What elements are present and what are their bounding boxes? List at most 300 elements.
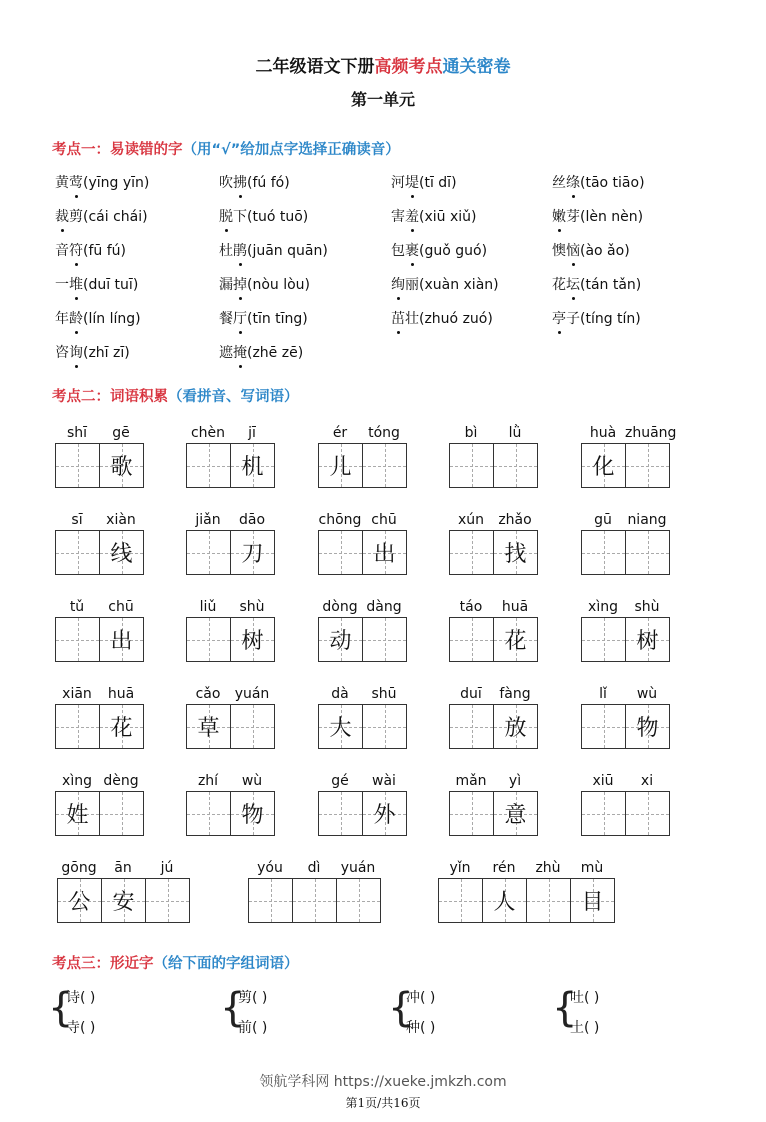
reading-item xyxy=(219,275,310,295)
pinyin-syllable: gé xyxy=(331,773,349,789)
similar-char-top: 冲( ) xyxy=(406,990,436,1006)
pinyin-syllable: xìng xyxy=(588,599,618,615)
pinyin-options: (cái chái) xyxy=(83,209,148,225)
pinyin-syllable: yóu xyxy=(257,860,283,876)
grid-char: 花 xyxy=(110,716,133,741)
pinyin-options: (tāo tiāo) xyxy=(580,175,645,191)
word-char: 壮 xyxy=(405,311,419,327)
grid-cell xyxy=(292,878,337,923)
reading-item xyxy=(55,275,138,295)
grid-cell xyxy=(449,530,494,575)
word-box xyxy=(449,686,538,749)
tian-grid xyxy=(449,704,538,749)
grid-cell xyxy=(449,791,494,836)
grid-cell xyxy=(186,443,231,488)
footer-watermark: 领航学科网 https://xueke.jmkzh.com xyxy=(259,1074,507,1090)
word-box xyxy=(449,512,538,575)
pinyin-row xyxy=(318,425,407,441)
dotted-char: 掩 xyxy=(233,345,247,361)
tian-grid xyxy=(318,704,407,749)
reading-item xyxy=(55,173,149,193)
page-subtitle: 第一单元 xyxy=(350,90,415,109)
reading-item xyxy=(391,275,499,295)
dotted-char: 莺 xyxy=(69,175,83,191)
grid-cell xyxy=(230,791,275,836)
word-box xyxy=(318,512,407,575)
grid-cell xyxy=(55,617,100,662)
pinyin-syllable: táo xyxy=(459,599,483,615)
word-box xyxy=(55,425,144,488)
pinyin-syllable: huā xyxy=(501,599,529,615)
pinyin-options: (ào ǎo) xyxy=(580,243,630,259)
reading-item xyxy=(219,309,308,329)
word-box xyxy=(186,686,275,749)
pinyin-syllable: wài xyxy=(372,773,396,789)
tian-grid xyxy=(449,443,538,488)
grid-cell xyxy=(145,878,190,923)
word-box xyxy=(55,599,144,662)
word-char: 餐 xyxy=(219,311,233,327)
dotted-char: 龄 xyxy=(69,311,83,327)
pinyin-syllable: rén xyxy=(492,860,516,876)
pinyin-syllable: jiǎn xyxy=(195,512,221,528)
grid-char: 化 xyxy=(592,455,615,480)
pinyin-row xyxy=(55,512,144,528)
dotted-char: 亭 xyxy=(552,311,566,327)
tian-grid xyxy=(581,530,670,575)
dotted-char: 鹃 xyxy=(233,243,247,259)
grid-cell xyxy=(581,617,626,662)
word-box xyxy=(581,773,670,836)
pinyin-options: (yīng yīn) xyxy=(83,175,150,191)
pinyin-row xyxy=(581,599,670,615)
pinyin-row xyxy=(318,512,407,528)
pinyin-options: (guǒ guó) xyxy=(419,243,488,259)
grid-char: 出 xyxy=(373,542,396,567)
word-box xyxy=(186,425,275,488)
tian-grid xyxy=(186,704,275,749)
pinyin-syllable: chōng xyxy=(318,512,362,528)
pinyin-syllable: huà xyxy=(589,425,617,441)
grid-char: 目 xyxy=(581,890,604,915)
tian-grid xyxy=(318,443,407,488)
pinyin-syllable: xi xyxy=(640,773,654,789)
pinyin-options: (xiū xiǔ) xyxy=(419,209,477,225)
pinyin-row xyxy=(438,860,615,876)
pinyin-options: (lín líng) xyxy=(83,311,141,327)
grid-cell xyxy=(625,443,670,488)
reading-item xyxy=(552,173,645,193)
grid-char: 人 xyxy=(493,890,516,915)
word-box xyxy=(581,512,670,575)
pinyin-options: (zhuó zuó) xyxy=(419,311,493,327)
pinyin-row xyxy=(186,599,275,615)
word-box xyxy=(581,425,677,488)
tian-grid xyxy=(186,443,275,488)
pinyin-syllable: cǎo xyxy=(195,686,221,702)
dotted-char: 茁 xyxy=(391,311,405,327)
word-char: 懊 xyxy=(552,243,566,259)
reading-item xyxy=(219,173,290,193)
dotted-char: 恼 xyxy=(566,243,580,259)
pinyin-row xyxy=(318,599,407,615)
pinyin-syllable: ān xyxy=(114,860,132,876)
pinyin-syllable: lǐ xyxy=(599,686,607,702)
pinyin-row xyxy=(55,686,144,702)
grid-cell xyxy=(99,791,144,836)
pinyin-syllable: liǔ xyxy=(199,599,217,615)
dotted-char: 羞 xyxy=(405,209,419,225)
grid-char: 儿 xyxy=(329,455,352,480)
grid-cell xyxy=(581,704,626,749)
grid-cell xyxy=(99,704,144,749)
word-box xyxy=(318,599,407,662)
pinyin-row xyxy=(186,773,275,789)
similar-char-top: 诗( ) xyxy=(66,990,96,1006)
pinyin-syllable: sī xyxy=(71,512,83,528)
grid-char: 线 xyxy=(110,542,133,567)
dotted-char: 符 xyxy=(69,243,83,259)
pinyin-options: (tīn tīng) xyxy=(247,311,308,327)
grid-char: 歌 xyxy=(110,455,133,480)
word-char: 音 xyxy=(55,243,69,259)
pinyin-syllable: dèng xyxy=(103,773,139,789)
reading-item xyxy=(55,241,126,261)
word-box xyxy=(57,860,190,923)
grid-cell xyxy=(230,443,275,488)
word-char: 遮 xyxy=(219,345,233,361)
pinyin-row xyxy=(186,686,275,702)
grid-cell xyxy=(55,791,100,836)
pinyin-syllable: xiū xyxy=(592,773,614,789)
grid-cell xyxy=(186,617,231,662)
pinyin-syllable: wù xyxy=(636,686,658,702)
similar-char-bottom: 寺( ) xyxy=(66,1020,96,1036)
grid-cell xyxy=(493,617,538,662)
pinyin-syllable: dì xyxy=(307,860,321,876)
pinyin-syllable: dāo xyxy=(238,512,266,528)
reading-item xyxy=(55,309,141,329)
pinyin-syllable: shù xyxy=(239,599,265,615)
similar-char-top: 剪( ) xyxy=(238,990,268,1006)
word-char: 丝 xyxy=(552,175,566,191)
word-box xyxy=(186,512,275,575)
tian-grid xyxy=(57,878,190,923)
tian-grid xyxy=(449,791,538,836)
pinyin-row xyxy=(186,512,275,528)
grid-char: 草 xyxy=(197,716,220,741)
dotted-char: 脱 xyxy=(219,209,233,225)
pinyin-options: (juān quān) xyxy=(247,243,328,259)
pinyin-syllable: jú xyxy=(160,860,174,876)
grid-cell xyxy=(186,704,231,749)
word-char: 下 xyxy=(233,209,247,225)
word-box xyxy=(318,773,407,836)
tian-grid xyxy=(581,443,670,488)
dotted-char: 堤 xyxy=(405,175,419,191)
word-char: 漏 xyxy=(219,277,233,293)
pinyin-options: (lèn nèn) xyxy=(580,209,644,225)
pinyin-syllable: yǐn xyxy=(449,860,471,876)
grid-cell xyxy=(336,878,381,923)
tian-grid xyxy=(55,791,144,836)
dotted-char: 拂 xyxy=(233,175,247,191)
grid-cell xyxy=(570,878,615,923)
grid-char: 意 xyxy=(504,803,527,828)
grid-cell xyxy=(362,791,407,836)
grid-cell xyxy=(318,443,363,488)
grid-cell xyxy=(318,704,363,749)
grid-cell xyxy=(581,791,626,836)
grid-cell xyxy=(362,617,407,662)
pinyin-row xyxy=(581,773,670,789)
tian-grid xyxy=(55,704,144,749)
brace-icon: { xyxy=(48,985,74,1031)
grid-cell xyxy=(230,530,275,575)
word-char: 一 xyxy=(55,277,69,293)
section1-heading: 考点一：易读错的字（用“√”给加点字选择正确读音） xyxy=(52,142,400,158)
pinyin-syllable: tǔ xyxy=(69,599,85,615)
word-box xyxy=(55,512,144,575)
grid-char: 树 xyxy=(241,629,264,654)
grid-cell xyxy=(581,443,626,488)
grid-cell xyxy=(230,704,275,749)
pinyin-row xyxy=(318,686,407,702)
reading-item xyxy=(552,207,643,227)
grid-cell xyxy=(625,530,670,575)
reading-item xyxy=(55,343,130,363)
grid-char: 机 xyxy=(241,455,264,480)
pinyin-syllable: xìng xyxy=(62,773,92,789)
pinyin-syllable: niang xyxy=(627,512,667,528)
dotted-char: 掉 xyxy=(233,277,247,293)
pinyin-syllable: gū xyxy=(594,512,612,528)
grid-cell xyxy=(99,443,144,488)
pinyin-options: (xuàn xiàn) xyxy=(419,277,499,293)
grid-cell xyxy=(230,617,275,662)
grid-cell xyxy=(362,530,407,575)
grid-char: 放 xyxy=(504,716,527,741)
pinyin-syllable: zhuāng xyxy=(625,425,677,441)
word-box xyxy=(318,425,407,488)
brace-icon: { xyxy=(220,985,246,1031)
word-char: 害 xyxy=(391,209,405,225)
reading-item xyxy=(391,207,476,227)
word-char: 子 xyxy=(566,311,580,327)
word-box xyxy=(186,599,275,662)
grid-cell xyxy=(362,443,407,488)
pinyin-syllable: gē xyxy=(112,425,130,441)
page-number: 第1页/共16页 xyxy=(345,1096,421,1110)
word-char: 杜 xyxy=(219,243,233,259)
grid-cell xyxy=(55,530,100,575)
grid-char: 找 xyxy=(504,542,527,567)
grid-char: 物 xyxy=(636,716,659,741)
pinyin-syllable: fàng xyxy=(499,686,531,702)
similar-char-bottom: 前( ) xyxy=(238,1020,268,1036)
word-box xyxy=(449,773,538,836)
reading-item xyxy=(552,275,641,295)
grid-cell xyxy=(248,878,293,923)
brace-icon: { xyxy=(388,985,414,1031)
grid-cell xyxy=(186,791,231,836)
pinyin-syllable: yuán xyxy=(234,686,270,702)
reading-item xyxy=(552,309,641,329)
grid-char: 安 xyxy=(112,890,135,915)
grid-cell xyxy=(318,791,363,836)
grid-cell xyxy=(438,878,483,923)
grid-char: 刀 xyxy=(241,542,264,567)
pinyin-syllable: xún xyxy=(457,512,485,528)
dotted-char: 裹 xyxy=(405,243,419,259)
pinyin-row xyxy=(55,773,144,789)
grid-cell xyxy=(625,617,670,662)
reading-item xyxy=(219,343,303,363)
tian-grid xyxy=(186,530,275,575)
dotted-char: 绦 xyxy=(566,175,580,191)
pinyin-row xyxy=(581,425,677,441)
pinyin-syllable: zhí xyxy=(197,773,219,789)
grid-cell xyxy=(493,704,538,749)
pinyin-row xyxy=(186,425,275,441)
pinyin-syllable: jī xyxy=(248,425,256,441)
reading-item xyxy=(391,309,493,329)
pinyin-row xyxy=(248,860,381,876)
grid-char: 花 xyxy=(504,629,527,654)
grid-char: 公 xyxy=(68,890,91,915)
pinyin-row xyxy=(57,860,190,876)
pinyin-syllable: shù xyxy=(634,599,660,615)
tian-grid xyxy=(581,791,670,836)
pinyin-row xyxy=(449,599,538,615)
pinyin-row xyxy=(449,686,538,702)
dotted-char: 堆 xyxy=(69,277,83,293)
dotted-char: 坛 xyxy=(566,277,580,293)
word-box xyxy=(55,773,144,836)
pinyin-syllable: dòng xyxy=(322,599,358,615)
pinyin-options: (tán tǎn) xyxy=(580,277,642,293)
grid-cell xyxy=(449,704,494,749)
grid-cell xyxy=(55,443,100,488)
tian-grid xyxy=(438,878,615,923)
grid-cell xyxy=(57,878,102,923)
word-char: 河 xyxy=(391,175,405,191)
pinyin-options: (tíng tín) xyxy=(580,311,641,327)
reading-item xyxy=(391,173,457,193)
word-char: 剪 xyxy=(69,209,83,225)
pinyin-options: (tī dī) xyxy=(419,175,457,191)
grid-cell xyxy=(449,443,494,488)
pinyin-row xyxy=(55,599,144,615)
grid-cell xyxy=(493,791,538,836)
reading-item xyxy=(391,241,487,261)
word-box xyxy=(248,860,381,923)
word-box xyxy=(581,686,670,749)
pinyin-row xyxy=(449,425,538,441)
grid-char: 外 xyxy=(373,803,396,828)
grid-char: 物 xyxy=(241,803,264,828)
pinyin-options: (fū fú) xyxy=(83,243,126,259)
tian-grid xyxy=(55,530,144,575)
similar-char-bottom: 土( ) xyxy=(570,1020,600,1036)
grid-cell xyxy=(482,878,527,923)
word-char: 年 xyxy=(55,311,69,327)
pinyin-options: (duī tuī) xyxy=(83,277,139,293)
pinyin-syllable: bì xyxy=(464,425,478,441)
grid-char: 树 xyxy=(636,629,659,654)
pinyin-options: (tuó tuō) xyxy=(247,209,309,225)
tian-grid xyxy=(318,530,407,575)
pinyin-syllable: shī xyxy=(66,425,88,441)
pinyin-options: (nòu lòu) xyxy=(247,277,311,293)
pinyin-syllable: wù xyxy=(241,773,263,789)
dotted-char: 嫩 xyxy=(552,209,566,225)
pinyin-row xyxy=(55,425,144,441)
grid-cell xyxy=(625,791,670,836)
pinyin-syllable: zhù xyxy=(535,860,561,876)
tian-grid xyxy=(581,617,670,662)
tian-grid xyxy=(449,530,538,575)
grid-cell xyxy=(493,530,538,575)
word-box xyxy=(438,860,615,923)
section2-heading: 考点二：词语积累（看拼音、写词语） xyxy=(52,389,299,405)
grid-char: 出 xyxy=(110,629,133,654)
word-char: 花 xyxy=(552,277,566,293)
grid-cell xyxy=(186,530,231,575)
tian-grid xyxy=(318,617,407,662)
pinyin-syllable: mǎn xyxy=(455,773,487,789)
pinyin-row xyxy=(449,773,538,789)
word-char: 咨 xyxy=(55,345,69,361)
grid-cell xyxy=(99,617,144,662)
grid-cell xyxy=(526,878,571,923)
tian-grid xyxy=(186,791,275,836)
word-box xyxy=(449,425,538,488)
grid-cell xyxy=(362,704,407,749)
tian-grid xyxy=(55,443,144,488)
dotted-char: 询 xyxy=(69,345,83,361)
tian-grid xyxy=(55,617,144,662)
page-title: 二年级语文下册高频考点通关密卷 xyxy=(255,57,511,77)
pinyin-syllable: duī xyxy=(460,686,482,702)
similar-char-top: 吐( ) xyxy=(570,990,600,1006)
pinyin-syllable: dà xyxy=(331,686,349,702)
word-box xyxy=(581,599,670,662)
pinyin-options: (zhī zī) xyxy=(83,345,130,361)
word-box xyxy=(186,773,275,836)
tian-grid xyxy=(449,617,538,662)
grid-cell xyxy=(99,530,144,575)
grid-cell xyxy=(55,704,100,749)
pinyin-options: (fú fó) xyxy=(247,175,290,191)
section3-heading: 考点三：形近字（给下面的字组词语） xyxy=(52,956,299,972)
tian-grid xyxy=(581,704,670,749)
dotted-char: 厅 xyxy=(233,311,247,327)
pinyin-syllable: gōng xyxy=(61,860,97,876)
pinyin-row xyxy=(581,512,670,528)
pinyin-syllable: ér xyxy=(332,425,348,441)
brace-icon: { xyxy=(552,985,578,1031)
similar-char-bottom: 种( ) xyxy=(406,1020,436,1036)
word-box xyxy=(318,686,407,749)
word-box xyxy=(449,599,538,662)
word-char: 丽 xyxy=(405,277,419,293)
tian-grid xyxy=(186,617,275,662)
grid-cell xyxy=(101,878,146,923)
pinyin-syllable: huā xyxy=(107,686,135,702)
grid-cell xyxy=(449,617,494,662)
pinyin-row xyxy=(318,773,407,789)
